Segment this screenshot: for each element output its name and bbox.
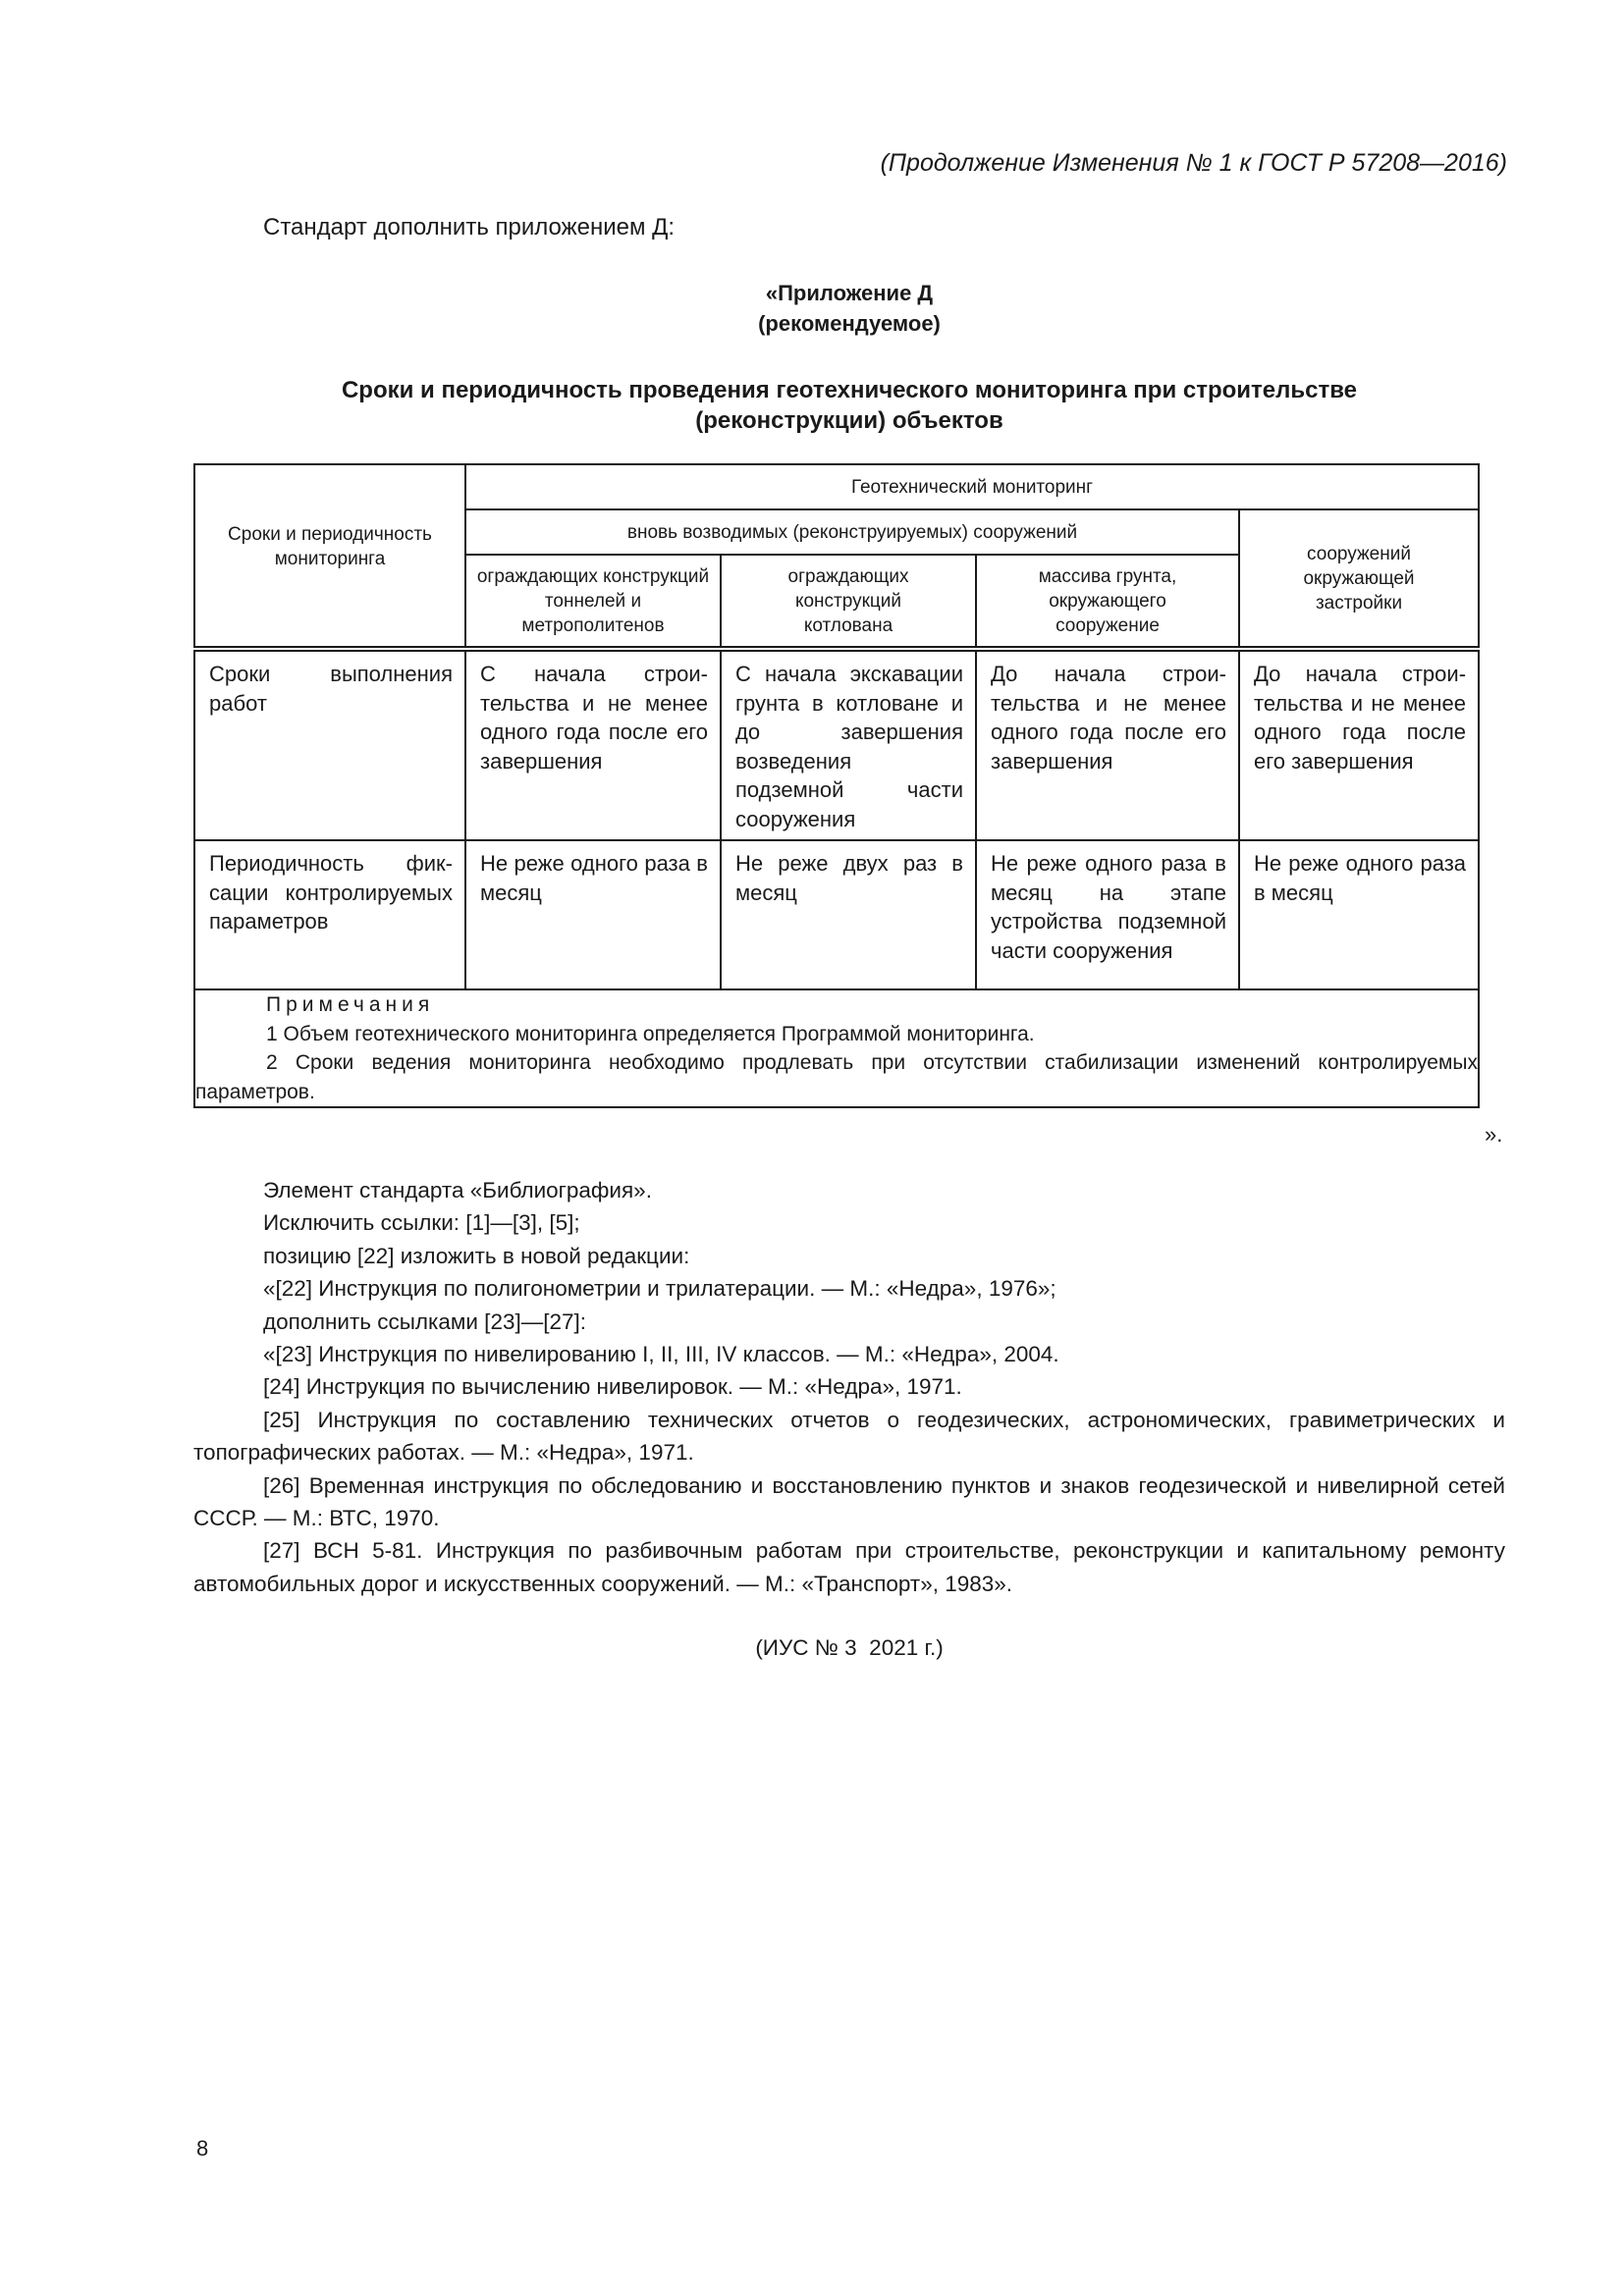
- header-col-soil: массива грунта, окружающего сооружение: [976, 555, 1239, 649]
- bib-line: [25] Инструкция по составлению технических отчетов о геодезических, астрономических, гравиметрических и топографических работах. — М.: «Недра», 1971.: [193, 1407, 1505, 1466]
- running-head: (Продолжение Изменения № 1 к ГОСТ Р 57208—2016): [880, 149, 1507, 177]
- table-cell: Не реже одного раза в месяц: [1239, 840, 1479, 989]
- row-label: Сроки выполнения работ: [194, 649, 465, 840]
- table-cell: Не реже двух раз в месяц: [721, 840, 976, 989]
- monitoring-table: [193, 463, 1480, 1108]
- bib-line: [26] Временная инструкция по обследованию и восстановлению пунктов и знаков геодезической и нивелирной сетей СССР. — М.: ВТС, 1970.: [193, 1472, 1505, 1531]
- header-col-tunnels: ограждающих конструкций тоннелей и метрополитенов: [465, 555, 721, 649]
- table-cell: Не реже одного раза в месяц: [465, 840, 721, 989]
- table-header-row-1: [194, 464, 1479, 509]
- table-cell: Не реже одного раза в месяц на этапе устройства подземной части сооружения: [976, 840, 1239, 989]
- header-subgroup: вновь возводимых (реконструируемых) сооружений: [465, 509, 1239, 555]
- appendix-label: «Приложение Д: [765, 281, 934, 305]
- table-row: [194, 840, 1479, 989]
- table-row: [194, 649, 1479, 840]
- table-notes-row: [194, 989, 1479, 1107]
- notes-title: Примечания: [266, 993, 435, 1016]
- ius-reference: (ИУС № 3 2021 г.): [755, 1635, 944, 1660]
- bib-line: позицию [22] изложить в новой редакции:: [263, 1243, 690, 1268]
- bib-line: Элемент стандарта «Библиография».: [263, 1178, 652, 1202]
- row-label: Периодичность фиксации контролируемых параметров: [194, 840, 465, 989]
- header-col-surrounding: сооружений окружающей застройки: [1239, 509, 1479, 649]
- intro-paragraph: Стандарт дополнить приложением Д:: [263, 214, 676, 240]
- appendix-heading: [193, 278, 1505, 339]
- bib-line: [24] Инструкция по вычислению нивелировок. — М.: «Недра», 1971.: [263, 1374, 962, 1400]
- page-number: 8: [196, 2136, 209, 2161]
- appendix-status: (рекомендуемое): [758, 311, 941, 336]
- bib-line: «[23] Инструкция по нивелированию I, II, III, IV классов. — М.: «Недра», 2004.: [263, 1342, 1059, 1367]
- table-cell: С начала строительства и не менее одного года после его завершения: [465, 649, 721, 840]
- table-title: [193, 375, 1505, 436]
- table-title-line-2: (реконструкции) объектов: [695, 407, 1003, 434]
- table-cell: До начала строительства и не менее одного года после его завершения: [1239, 649, 1479, 840]
- bib-line: «[22] Инструкция по полигонометрии и трилатерации. — М.: «Недра», 1976»;: [263, 1276, 1056, 1302]
- bib-line: Исключить ссылки: [1]—[3], [5];: [263, 1210, 580, 1236]
- table-cell: С начала экскавации грунта в котловане и до завершения возведения подземной части сооружения: [721, 649, 976, 840]
- bib-line: дополнить ссылками [23]—[27]:: [263, 1308, 586, 1334]
- closing-quote: ».: [1485, 1122, 1503, 1147]
- table-notes: [194, 989, 1479, 1107]
- bibliography-section: [193, 1174, 1505, 1600]
- table-cell: До начала строительства и не менее одного года после его завершения: [976, 649, 1239, 840]
- header-row-label: Сроки и периодичность мониторинга: [194, 464, 465, 649]
- table-title-line-1: Сроки и периодичность проведения геотехнического мониторинга при строительстве: [341, 377, 1358, 403]
- header-col-pit: ограждающих конструкций котлована: [721, 555, 976, 649]
- note-item: 2 Сроки ведения мониторинга необходимо продлевать при отсутствии стабилизации изменений контролируемых параметров.: [195, 1051, 1479, 1103]
- bib-line: [27] ВСН 5-81. Инструкция по разбивочным работам при строительстве, реконструкции и капитальному ремонту автомобильных дорог и искусственных сооружений. — М.: «Транспорт», 1983».: [193, 1538, 1505, 1596]
- header-group: Геотехнический мониторинг: [465, 464, 1479, 509]
- note-item: 1 Объем геотехнического мониторинга определяется Программой мониторинга.: [266, 1022, 1035, 1045]
